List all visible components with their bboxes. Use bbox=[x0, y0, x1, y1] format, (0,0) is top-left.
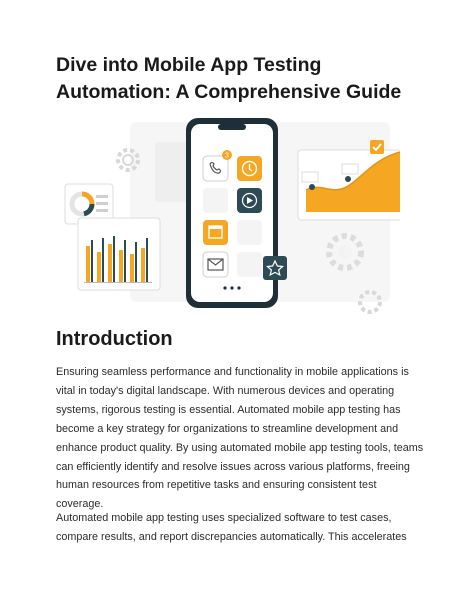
mobile-testing-illustration bbox=[60, 112, 400, 317]
section-heading-introduction: Introduction bbox=[56, 328, 173, 350]
mail-icon bbox=[203, 252, 228, 277]
page-title: Dive into Mobile App Testing Automation: A Comprehensive Guide bbox=[56, 54, 402, 103]
phone-device bbox=[186, 118, 278, 308]
star-icon bbox=[263, 256, 287, 280]
clock-icon bbox=[237, 156, 262, 181]
checkmark-icon bbox=[370, 140, 384, 154]
paragraph-2: Automated mobile app testing uses specialized software to test cases, compare results, and report discrepancies automatically. This accelerates bbox=[56, 512, 407, 543]
notification-badge: 3 bbox=[225, 152, 229, 160]
phone-icon bbox=[203, 156, 228, 181]
play-icon bbox=[237, 188, 262, 213]
paragraph-1: Ensuring seamless performance and functionality in mobile applications is vital in today's digital landscape. With numerous devices and operating systems, rigorous testing is essential. Automated mobile app testing has become a key strategy for organizations to streamline development and enhance product quality. By using automated mobile app testing tools, teams can efficiently identify and resolve issues across various platforms, freeing human resources from repetitive tasks and ensuring consistent test coverage. bbox=[56, 366, 424, 511]
calendar-icon bbox=[203, 220, 228, 245]
